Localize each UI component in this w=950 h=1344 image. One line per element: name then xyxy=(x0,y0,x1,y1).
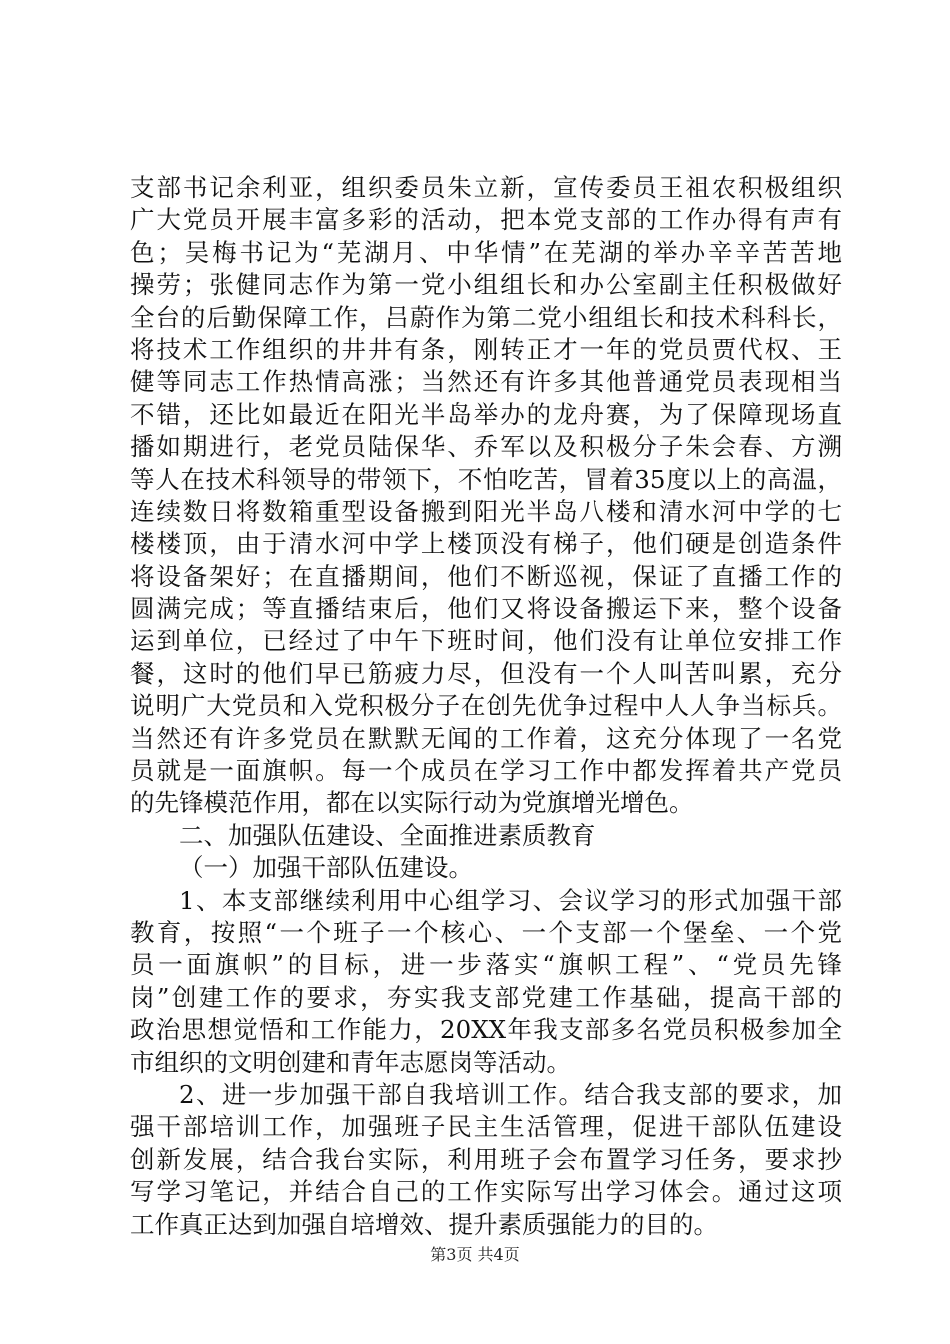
text-line: 员一面旗帜”的目标，进一步落实“旗帜工程”、“党员先锋 xyxy=(130,950,842,980)
text-line: 政治思想觉悟和工作能力，20XX年我支部多名党员积极参加全 xyxy=(130,1015,842,1045)
text-line: 健等同志工作热情高涨；当然还有许多其他普通党员表现相当 xyxy=(130,367,842,397)
text-line: 等人在技术科领导的带领下，不怕吃苦，冒着35度以上的高温， xyxy=(130,464,842,494)
text-line: 1、本支部继续利用中心组学习、会议学习的形式加强干部 xyxy=(179,885,842,915)
section-heading: 二、加强队伍建设、全面推进素质教育 xyxy=(179,820,596,850)
page-footer: 第3页 共4页 xyxy=(430,1245,520,1264)
text-line: 餐，这时的他们早已筋疲力尽，但没有一个人叫苦叫累，充分 xyxy=(130,658,842,688)
text-line: 的先锋模范作用，都在以实际行动为党旗增光增色。 xyxy=(130,788,694,818)
text-line: 当然还有许多党员在默默无闻的工作着，这充分体现了一名党 xyxy=(130,723,842,753)
text-line: 市组织的文明创建和青年志愿岗等活动。 xyxy=(130,1047,571,1077)
text-line: 圆满完成；等直播结束后，他们又将设备搬运下来，整个设备 xyxy=(130,594,842,624)
text-line: 色；吴梅书记为“芜湖月、中华情”在芜湖的举办辛辛苦苦地 xyxy=(130,237,842,267)
text-line: 创新发展，结合我台实际，利用班子会布置学习任务，要求抄 xyxy=(130,1144,842,1174)
text-line: 不错，还比如最近在阳光半岛举办的龙舟赛，为了保障现场直 xyxy=(130,399,842,429)
text-line: 操劳；张健同志作为第一党小组组长和办公室副主任积极做好 xyxy=(130,270,842,300)
text-line: 员就是一面旗帜。每一个成员在学习工作中都发挥着共产党员 xyxy=(130,756,842,786)
text-line: 岗”创建工作的要求，夯实我支部党建工作基础，提高干部的 xyxy=(130,982,842,1012)
text-line: 楼楼顶，由于清水河中学上楼顶没有梯子，他们硬是创造条件 xyxy=(130,529,842,559)
text-line: 全台的后勤保障工作，吕蔚作为第二党小组组长和技术科科长， xyxy=(130,302,842,332)
text-line: 支部书记余利亚，组织委员朱立新，宣传委员王祖农积极组织 xyxy=(130,173,842,202)
text-line: 连续数日将数箱重型设备搬到阳光半岛八楼和清水河中学的七 xyxy=(130,496,842,526)
text-line: 将技术工作组织的井井有条，刚转正才一年的党员贾代权、王 xyxy=(130,334,842,364)
text-line: 将设备架好；在直播期间，他们不断巡视，保证了直播工作的 xyxy=(130,561,842,591)
text-line: 运到单位，已经过了中午下班时间，他们没有让单位安排工作 xyxy=(130,626,842,656)
document-body xyxy=(130,172,842,1241)
text-line: 广大党员开展丰富多彩的活动，把本党支部的工作办得有声有 xyxy=(130,205,842,235)
text-line: 工作真正达到加强自培增效、提升素质强能力的目的。 xyxy=(130,1209,718,1239)
text-line: 说明广大党员和入党积极分子在创先优争过程中人人争当标兵。 xyxy=(130,691,842,721)
text-line: 2、进一步加强干部自我培训工作。结合我支部的要求，加 xyxy=(179,1079,842,1109)
text-line: 播如期进行，老党员陆保华、乔军以及积极分子朱会春、方溯 xyxy=(130,432,842,462)
text-line: 教育，按照“一个班子一个核心、一个支部一个堡垒、一个党 xyxy=(130,917,842,947)
text-line: 强干部培训工作，加强班子民主生活管理，促进干部队伍建设 xyxy=(130,1112,842,1142)
subsection-heading: （一）加强干部队伍建设。 xyxy=(179,853,473,883)
text-line: 写学习笔记，并结合自己的工作实际写出学习体会。通过这项 xyxy=(130,1177,842,1207)
